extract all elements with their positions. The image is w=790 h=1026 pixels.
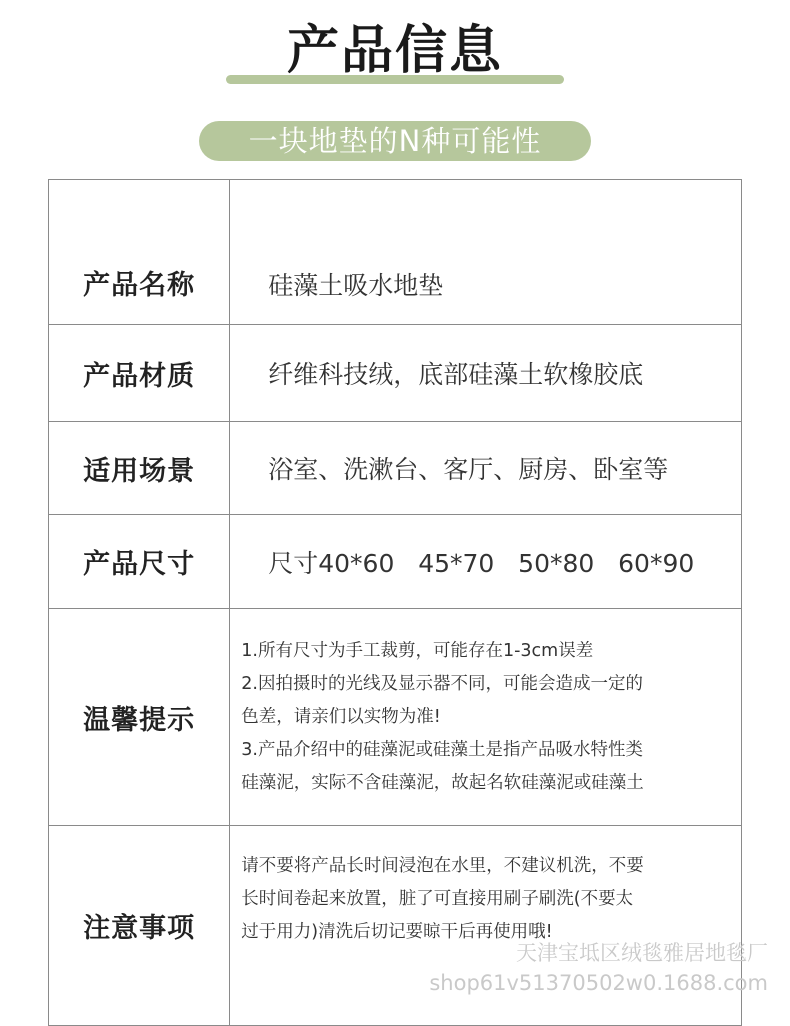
- row-value-tips: [230, 609, 742, 826]
- row-label-tips: 温馨提示: [49, 609, 230, 826]
- tips-line: 1.所有尺寸为手工裁剪，可能存在1-3cm误差: [241, 640, 594, 661]
- row-value-product-name: 硅藻土吸水地垫: [230, 180, 742, 325]
- page-title: 产品信息: [286, 21, 503, 81]
- row-value-material: 纤维科技绒，底部硅藻土软橡胶底: [230, 325, 742, 422]
- notes-line: 长时间卷起来放置，脏了可直接用刷子刷洗(不要太: [241, 889, 634, 909]
- tips-line: 色差，请亲们以实物为准!: [241, 706, 441, 727]
- tips-line: 3.产品介绍中的硅藻泥或硅藻土是指产品吸水特性类: [241, 739, 643, 760]
- row-value-size: 尺寸40*60 45*70 50*80 60*90: [230, 515, 742, 609]
- row-label-material: 产品材质: [49, 325, 230, 422]
- product-info-table: [48, 179, 742, 1026]
- row-label-notes: 注意事项: [49, 826, 230, 1026]
- table-row-size: [49, 515, 742, 609]
- row-label-scenes: 适用场景: [49, 422, 230, 515]
- watermark-store-url: shop61v51370502w0.1688.com: [429, 971, 768, 995]
- tips-line: 硅藻泥，实际不含硅藻泥，故起名软硅藻泥或硅藻土: [241, 772, 644, 793]
- row-value-scenes: 浴室、洗漱台、客厅、厨房、卧室等: [230, 422, 742, 515]
- row-label-product-name: 产品名称: [49, 180, 230, 325]
- table-row-material: [49, 325, 742, 422]
- page-header: [0, 0, 790, 100]
- table-row-notes: [49, 826, 742, 1026]
- table-row-scenes: [49, 422, 742, 515]
- subtitle-pill: 一块地垫的N种可能性: [199, 121, 591, 161]
- watermark-store-name: 天津宝坻区绒毯雅居地毯厂: [516, 941, 768, 965]
- table-row-product-name: [49, 180, 742, 325]
- table-row-tips: [49, 609, 742, 826]
- tips-line: 2.因拍摄时的光线及显示器不同，可能会造成一定的: [241, 673, 643, 694]
- row-value-notes: [230, 826, 742, 1026]
- notes-line: 过于用力)清洗后切记要晾干后再使用哦!: [241, 922, 553, 942]
- notes-line: 请不要将产品长时间浸泡在水里，不建议机洗，不要: [241, 856, 644, 876]
- row-label-size: 产品尺寸: [49, 515, 230, 609]
